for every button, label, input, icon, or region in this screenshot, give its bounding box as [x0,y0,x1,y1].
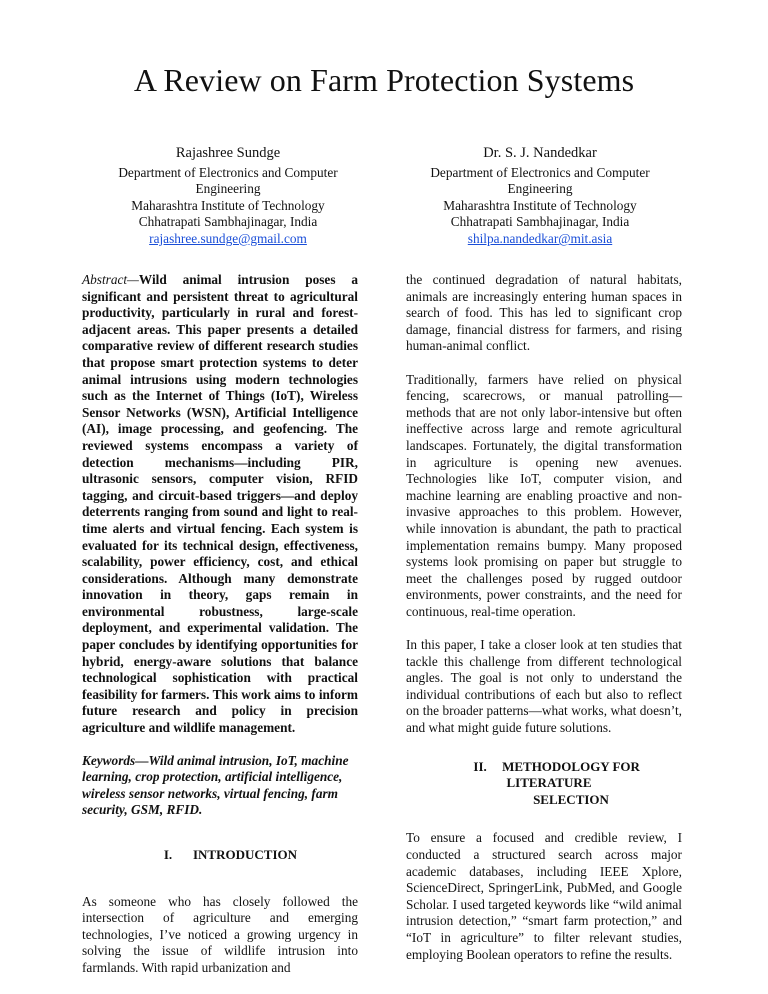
author-block-1 [90,145,366,248]
author-institution: Maharashtra Institute of Technology [443,197,637,213]
intro-paragraph-1: As someone who has closely followed the intersection of agriculture and emerging technologies, I’ve noticed a growing urgency in solving the issue of wildlife intrusion into farmlands. With rapid urbanization and [82,893,358,975]
left-column [82,272,358,977]
author-department: Department of Electronics and Computer [118,164,338,180]
author-institution: Maharashtra Institute of Technology [131,197,325,213]
abstract-text: Wild animal intrusion poses a significant and persistent threat to agricultural productivity, particularly in rural and forest-adjacent areas. This paper presents a detailed comparative review of different research studies that propose smart protection systems to deter animal intrusions using modern technologies such as the Internet of Things (IoT), Wireless Sensor Networks (WSN), Artificial Intelligence (AI), image processing, and geofencing. The reviewed systems encompass a variety of detection mechanisms—including PIR, ultrasonic sensors, computer vision, RFID tagging, and circuit-based triggers—and deploy deterrents ranging from sound and light to real-time alerts and virtual fencing. Each system is evaluated for its technical design, effectiveness, scalability, power efficiency, cost, and ethical considerations. Although many demonstrate innovation in theory, gaps remain in environmental robustness, large-scale deployment, and experimental validation. The paper concludes by identifying opportunities for hybrid, energy-aware solutions that balance technological sophistication with practical feasibility for farmers. This work aims to inform future research and policy in precision agriculture and wildlife management. [82,272,358,736]
author-name: Dr. S. J. Nandedkar [483,145,597,161]
author-department-cont: Engineering [195,181,261,197]
section-number: II. [473,758,487,774]
section-number: I. [163,847,173,862]
section-title: METHODOLOGY FOR LITERATURE [502,758,640,791]
abstract [82,272,358,737]
author-department-cont: Engineering [507,181,573,197]
methodology-paragraph-1: To ensure a focused and credible review, I conducted a structured search across major academic databases, including IEEE Xplore, ScienceDirect, SpringerLink, PubMed, and Google Scholar. I used targeted keywords like “wild animal intrusion detection,” “smart farm protection,” and “IoT in agriculture” to filter relevant studies, employing Boolean operators to refine the results. [406,830,682,962]
abstract-label: Abstract— [82,272,139,287]
section-heading-methodology [406,759,682,809]
paper-title: A Review on Farm Protection Systems [133,62,635,98]
author-email-link[interactable]: shilpa.nandedkar@mit.asia [467,230,613,246]
section-title-cont: SELECTION [533,791,609,807]
section-title: INTRODUCTION [192,847,297,862]
intro-paragraph-3: In this paper, I take a closer look at ten studies that tackle this challenge from different technological angles. The goal is not only to understand the individual contributions of each but also to reflect on the broader patterns—what works, what doesn’t, and what might guide future solutions. [406,637,682,736]
author-location: Chhatrapati Sambhajinagar, India [138,214,318,230]
section-heading-introduction [82,847,358,864]
keywords: Keywords—Wild animal intrusion, IoT, machine learning, crop protection, artificial intelligence, wireless sensor networks, virtual fencing, farm security, GSM, RFID. [82,752,349,818]
author-name: Rajashree Sundge [175,145,281,161]
intro-paragraph-1-continued: the continued degradation of natural habitats, animals are increasingly entering human spaces in search of food. This has led to significant crop damage, financial distress for farmers, and rising human-animal conflict. [406,272,682,354]
right-column [406,272,682,963]
author-email-link[interactable]: rajashree.sundge@gmail.com [149,230,307,246]
intro-paragraph-2: Traditionally, farmers have relied on physical fencing, scarecrows, or manual patrolling—methods that are not only labor-intensive but often ineffective across large and remote agricultural landscapes. Fortunately, the digital transformation in agriculture is opening new avenues. Technologies like IoT, computer vision, and machine learning are enabling proactive and non-invasive approaches to this problem. However, while innovation is abundant, the path to practical implementation remains bumpy. Many proposed systems look promising on paper but struggle to meet the challenges posed by rugged outdoor environments, power constraints, and the need for continuous, real-time operation. [406,371,682,619]
author-department: Department of Electronics and Computer [430,164,650,180]
author-block-2 [402,145,678,248]
author-location: Chhatrapati Sambhajinagar, India [450,214,630,230]
